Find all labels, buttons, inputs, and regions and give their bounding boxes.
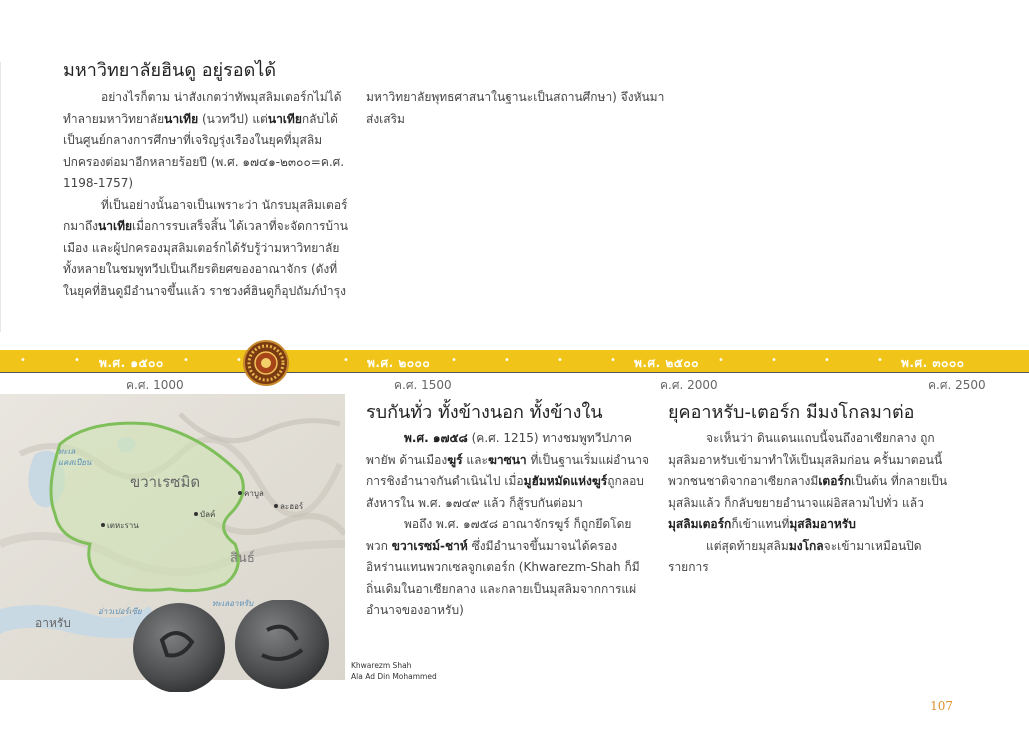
map-label-lahore: ละฮอร์ xyxy=(280,502,304,511)
coin-caption-line-1: Khwarezm Shah xyxy=(351,661,412,670)
text-run: (นวทวีป) แต่ xyxy=(198,111,268,126)
bold-term: ฆูร์ xyxy=(447,452,463,467)
text-run: ที่เป็นฐานเริ่มแผ่อำนาจการชิงอำนาจกันดำเนินไป เมื่อ xyxy=(366,452,650,488)
timeline-be-2500: พ.ศ. ๒๕๐๐ xyxy=(634,356,699,370)
coin-caption xyxy=(351,660,437,682)
coin-caption-line-2: Ala Ad Din Mohammed xyxy=(351,672,437,681)
text-run: พอถึง พ.ศ. ๑๗๕๘ อาณาจักรฆูร์ ก็ถูกยึดโดยพวก xyxy=(366,517,632,553)
map-label-khwarezm: ขวาเรซมิด xyxy=(130,473,201,491)
timeline-dot: • xyxy=(343,355,349,366)
map-label-caspian: ทะเลแคสเปียน xyxy=(58,447,92,467)
khwarezm-coins-image xyxy=(132,600,342,692)
bold-term: มงโกล xyxy=(788,538,824,553)
timeline-dot: • xyxy=(183,355,189,366)
section-title-war-inside-outside: รบกันทั่ว ทั้งข้างนอก ทั้งข้างใน xyxy=(366,402,603,423)
timeline-be-1500: พ.ศ. ๑๕๐๐ xyxy=(99,356,164,370)
timeline-ce-2500: ค.ศ. 2500 xyxy=(928,378,986,392)
map-label-arabian-sea: ทะเลอาหรับ xyxy=(212,599,254,608)
section3-paragraph-2 xyxy=(668,536,948,579)
bold-term: ฆาซนา xyxy=(487,452,527,467)
text-run: กลับได้เป็นศูนย์กลางการศึกษาที่เจริญรุ่งเรืองในยุคที่มุสลิมปกครองต่อมาอีกหลายร้อยปี (พ.ศ. ๑๗๔๑-๒๓๐๐=ค.ศ. 1198-1757) xyxy=(63,111,345,190)
timeline-ce-2000: ค.ศ. 2000 xyxy=(660,378,718,392)
timeline-dot: • xyxy=(771,355,777,366)
text-run: จะเห็นว่า ดินแดนแถบนี้จนถึงอาเซียกลาง ถูกมุสลิมอาหรับเข้ามาทำให้เป็นมุสลิมก่อน ครั้นมาตอนนี้ พวกชนชาติจากอาเซียกลางมี xyxy=(668,431,943,488)
page-number: 107 xyxy=(930,699,953,713)
map-label-balkh: บัลค์ xyxy=(200,510,216,519)
section1-body xyxy=(63,87,348,302)
page-edge-rule xyxy=(0,62,1,332)
bold-term: เตอร์ก xyxy=(818,474,852,488)
bold-term: ขวาเรซม์-ชาห์ xyxy=(391,538,468,553)
map-label-persian-gulf: อ่าวเปอร์เซีย xyxy=(98,607,142,616)
timeline-be-2000: พ.ศ. ๒๐๐๐ xyxy=(367,356,431,370)
section1-paragraph-1 xyxy=(63,87,348,195)
bold-term: นาเทีย xyxy=(98,219,133,233)
text-run: จะเข้ามาเหมือนปิดรายการ xyxy=(668,538,922,574)
bold-term: พ.ศ. ๑๗๕๘ xyxy=(404,431,468,445)
map-label-tehran: เตหะราน xyxy=(107,521,139,530)
section1-body-continued xyxy=(366,87,666,130)
section2-paragraph-2 xyxy=(366,514,652,622)
timeline-dot: • xyxy=(74,355,80,366)
bold-term: มุสลิมอาหรับ xyxy=(789,517,856,531)
timeline-dot: • xyxy=(877,355,883,366)
dharma-wheel-marker-icon xyxy=(242,339,290,387)
bold-term: นาเทีย xyxy=(164,111,199,126)
timeline-dot: • xyxy=(824,355,830,366)
text-run: ที่เป็นอย่างนั้นอาจเป็นเพราะว่า นักรบมุสลิมเตอร์กมาถึง xyxy=(63,197,348,233)
text-run: ก็เข้าแทนที่ xyxy=(731,517,790,531)
timeline-dot: • xyxy=(610,355,616,366)
timeline-dot: • xyxy=(20,355,26,366)
timeline-ce-1000: ค.ศ. 1000 xyxy=(126,378,184,392)
section1-paragraph-2 xyxy=(63,195,348,303)
section-title-arab-turk-mongol: ยุคอาหรับ-เตอร์ก มีมงโกลมาต่อ xyxy=(668,402,915,423)
text-run: ถูกลอบสังหารใน พ.ศ. ๑๗๔๙ แล้ว ก็สู้รบกันต่อมา xyxy=(366,474,644,510)
text-run: และ xyxy=(462,452,488,467)
timeline-dot: • xyxy=(451,355,457,366)
map-label-sindh: สินธ์ xyxy=(230,551,255,566)
bold-term: นาเทีย xyxy=(267,111,302,126)
text-run: เป็นต้น ที่กลายเป็นมุสลิมแล้ว ก็กลับขยายอำนาจแผ่อิสลามไปทั่ว แล้ว xyxy=(668,474,948,510)
map-label-kabul: คาบูล xyxy=(244,489,264,498)
bold-term: มูฮัมหมัดแห่งฆูร์ xyxy=(523,474,608,488)
timeline-be-3000: พ.ศ. ๓๐๐๐ xyxy=(901,356,965,370)
section2-paragraph-1 xyxy=(366,428,652,514)
timeline-dot: • xyxy=(236,355,242,366)
text-run: แต่สุดท้ายมุสลิม xyxy=(706,538,789,553)
section-title-hindu-university: มหาวิทยาลัยฮินดู อยู่รอดได้ xyxy=(63,60,277,81)
section3-paragraph-1 xyxy=(668,428,948,536)
section3-body xyxy=(668,428,948,579)
section1-paragraph-3: มหาวิทยาลัยพุทธศาสนาในฐานะเป็นสถานศึกษา) จึงหันมาส่งเสริม xyxy=(366,90,665,126)
timeline-dot: • xyxy=(504,355,510,366)
timeline-ce-1500: ค.ศ. 1500 xyxy=(394,378,452,392)
timeline-dot: • xyxy=(718,355,724,366)
text-run: (ค.ศ. 1215) ทางชมพูทวีปภาคพายัพ ด้านเมือง xyxy=(366,431,632,467)
map-label-arabia: อาหรับ xyxy=(35,616,71,630)
text-run: อย่างไรก็ตาม น่าสังเกตว่าทัพมุสลิมเตอร์กไม่ได้ทำลายมหาวิทยาลัย xyxy=(63,90,342,126)
section2-body xyxy=(366,428,652,622)
bold-term: มุสลิมเตอร์ก xyxy=(668,517,732,531)
text-run: ซึ่งมีอำนาจขึ้นมาจนได้ครองอิหร่านแทนพวกเซลจูกเตอร์ก (Khwarezm-Shah ก็มีถิ่นเดิมในอาเซียกลาง และกลายเป็นมุสลิมจากการแผ่อำนาจของอาหรับ) xyxy=(366,538,640,617)
timeline-dot: • xyxy=(557,355,563,366)
text-run: เมื่อการรบเสร็จสิ้น ได้เวลาที่จะจัดการบ้านเมือง และผู้ปกครองมุสลิมเตอร์กได้รับรู้ว่ามหาวิทยาลัยทั้งหลายในชมพูทวีปเป็นเกียรติยศของอาณาจักร (ดังที่ในยุคที่ฮินดูมีอำนาจขึ้นแล้ว ราชวงศ์ฮินดูก็อุปถัมภ์บำรุง xyxy=(63,219,348,298)
